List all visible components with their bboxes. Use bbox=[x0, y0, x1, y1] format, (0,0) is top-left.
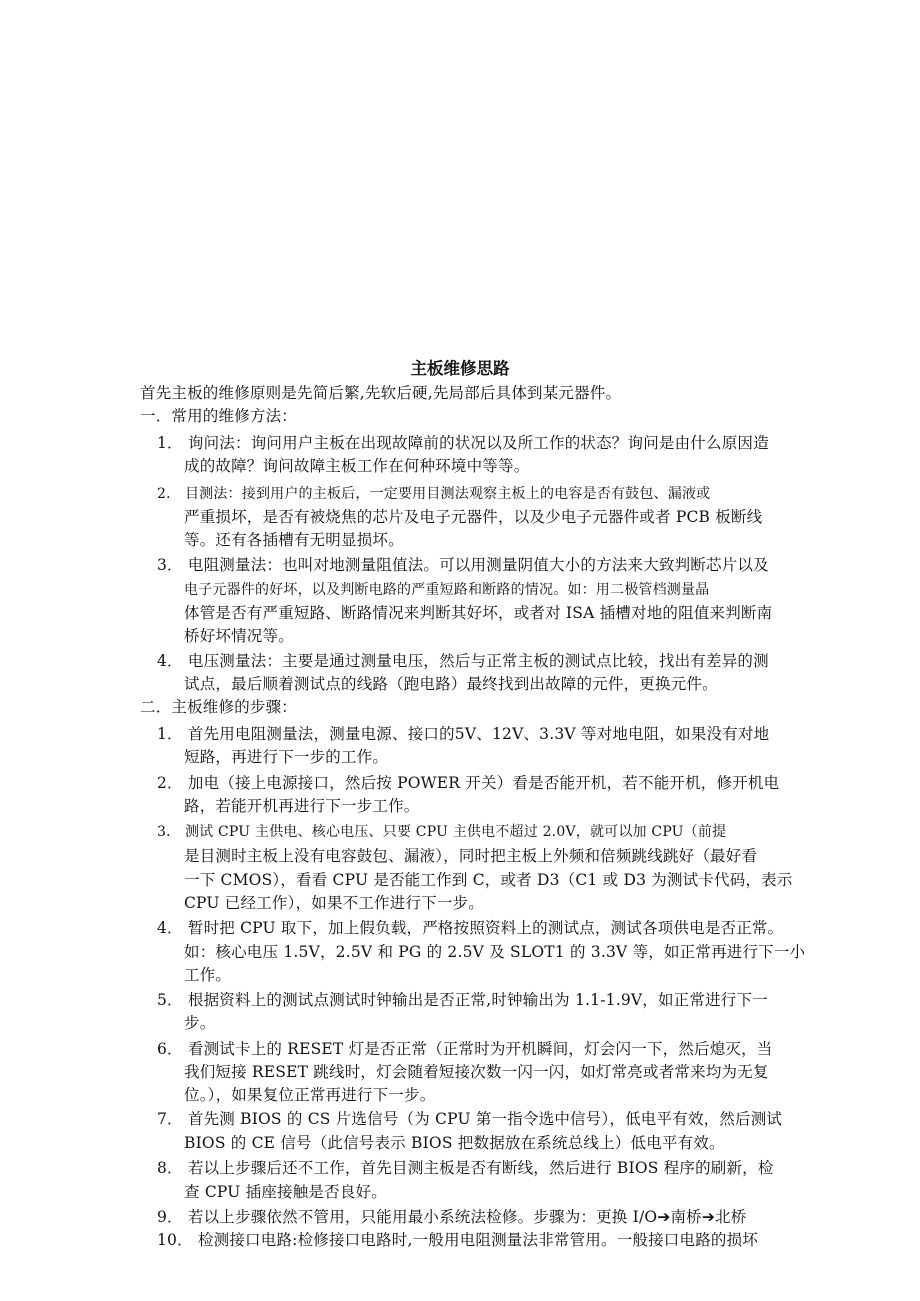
list-item: 2． 加电（接上电源接口，然后按 POWER 开关）看是否能开机，若不能开机，修开机电 bbox=[157, 774, 780, 792]
list-item: 10． 检测接口电路:检修接口电路时,一般用电阻测量法非常管用。一般接口电路的损坏 bbox=[157, 1231, 759, 1249]
list-item: 6． 看测试卡上的 RESET 灯是否正常（正常时为开机瞬间，灯会闪一下，然后熄灭，当 bbox=[157, 1040, 773, 1058]
list-item: 9． 若以上步骤依然不管用，只能用最小系统法检修。步骤为：更换 I/O➔南桥➔北桥 bbox=[157, 1208, 747, 1226]
list-item-continuation: 严重损坏，是否有被烧焦的芯片及电子元器件，以及少电子元器件或者 PCB 板断线 bbox=[184, 508, 763, 526]
list-item-continuation: 桥好坏情况等。 bbox=[184, 627, 294, 645]
list-item-continuation: CPU 已经工作），如果不工作进行下一步。 bbox=[184, 894, 484, 912]
list-item: 4． 暂时把 CPU 取下，加上假负载，严格按照资料上的测试点，测试各项供电是否正常。 bbox=[157, 919, 784, 937]
list-item: 5． 根据资料上的测试点测试时钟输出是否正常,时钟输出为 1.1-1.9V，如正常进行下一 bbox=[157, 991, 768, 1009]
list-item-continuation: 步。 bbox=[184, 1014, 216, 1032]
list-item-continuation: 路，若能开机再进行下一步工作。 bbox=[184, 797, 420, 815]
list-item: 3． 电阻测量法：也叫对地测量阻值法。可以用测量阴值大小的方法来大致判断芯片以及 bbox=[157, 556, 769, 574]
list-item-continuation: 查 CPU 插座接触是否良好。 bbox=[184, 1183, 387, 1201]
list-item: 7． 首先测 BIOS 的 CS 片选信号（为 CPU 第一指令选中信号），低电平有效，然后测试 bbox=[157, 1110, 783, 1128]
list-item-continuation: 短路，再进行下一步的工作。 bbox=[184, 748, 389, 766]
page-title: 主板维修思路 bbox=[410, 359, 510, 378]
list-item-continuation: 电子元器件的好坏，以及判断电路的严重短路和断路的情况。如：用二极管档测量晶 bbox=[184, 582, 710, 598]
section1-heading: 一．常用的维修方法： bbox=[140, 407, 298, 425]
list-item-continuation: 工作。 bbox=[184, 966, 232, 984]
list-item: 1． 询问法：询问用户主板在出现故障前的状况以及所工作的状态？询问是由什么原因造 bbox=[157, 434, 769, 452]
section2-heading: 二．主板维修的步骤： bbox=[140, 698, 298, 716]
intro-text: 首先主板的维修原则是先简后繁,先软后硬,先局部后具体到某元器件。 bbox=[140, 384, 622, 402]
list-item: 2． 目测法：接到用户的主板后，一定要用目测法观察主板上的电容是否有鼓包、漏液或 bbox=[157, 486, 711, 502]
list-item-continuation: 体管是否有严重短路、断路情况来判断其好坏，或者对 ISA 插槽对地的阻值来判断南 bbox=[184, 604, 773, 622]
list-item: 1． 首先用电阻测量法，测量电源、接口的5V、12V、3.3V 等对地电阻，如果没有对地 bbox=[157, 725, 770, 743]
list-item-continuation: 如：核心电压 1.5V，2.5V 和 PG 的 2.5V 及 SLOT1 的 3.3V 等，如正常再进行下一小 bbox=[184, 943, 806, 961]
list-item-continuation: 位。），如果复位正常再进行下一步。 bbox=[184, 1086, 436, 1104]
list-item-continuation: 等。还有各插槽有无明显损坏。 bbox=[184, 531, 404, 549]
list-item-continuation: 一下 CMOS），看看 CPU 是否能工作到 C，或者 D3（C1 或 D3 为测试卡代码，表示 bbox=[184, 871, 793, 889]
list-item: 3． 测试 CPU 主供电、核心电压、只要 CPU 主供电不超过 2.0V，就可以加 CPU（前提 bbox=[157, 824, 727, 840]
list-item-continuation: 我们短接 RESET 跳线时，灯会随着短接次数一闪一闪，如灯常亮或者常来均为无复 bbox=[184, 1063, 769, 1081]
list-item-continuation: 试点，最后顺着测试点的线路（跑电路）最终找到出故障的元件，更换元件。 bbox=[184, 675, 718, 693]
list-item-continuation: 成的故障？询问故障主板工作在何种环境中等等。 bbox=[184, 457, 530, 475]
list-item: 4． 电压测量法：主要是通过测量电压，然后与正常主板的测试点比较，找出有差异的测 bbox=[157, 652, 769, 670]
list-item-continuation: BIOS 的 CE 信号（此信号表示 BIOS 把数据放在系统总线上）低电平有效。 bbox=[184, 1134, 725, 1152]
list-item-continuation: 是目测时主板上没有电容鼓包、漏液），同时把主板上外频和倍频跳线跳好（最好看 bbox=[184, 847, 758, 865]
list-item: 8． 若以上步骤后还不工作，首先目测主板是否有断线，然后进行 BIOS 程序的刷新，检 bbox=[157, 1159, 774, 1177]
